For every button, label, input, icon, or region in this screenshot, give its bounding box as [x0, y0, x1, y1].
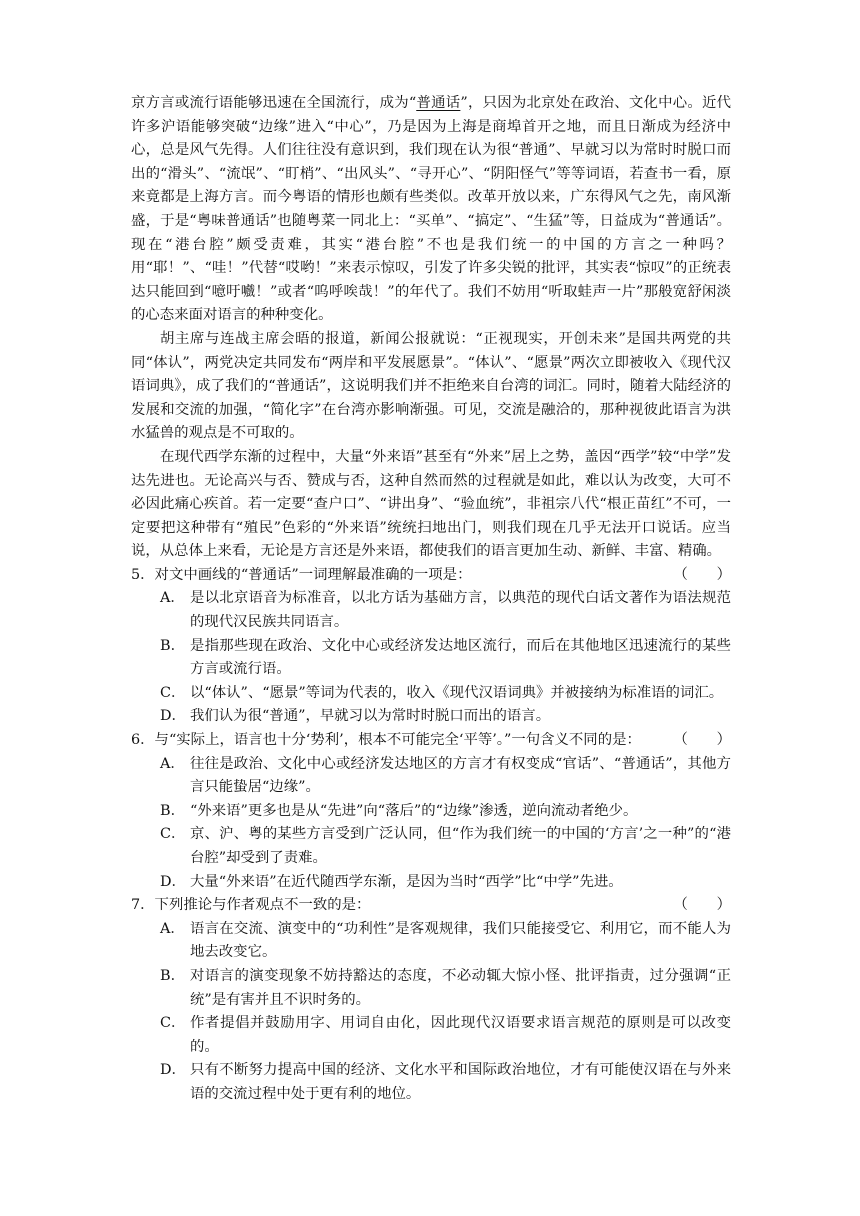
option-text: 语言在交流、演变中的“功利性”是客观规律，我们只能接受它、利用它，而不能人为地去改变它。 [190, 920, 731, 961]
option-b [160, 965, 731, 1012]
option-b [160, 800, 731, 824]
option-letter: C． [160, 826, 186, 843]
option-a [160, 753, 731, 800]
question-6 [131, 729, 731, 894]
option-text: 京、沪、粤的某些方言受到广泛认同，但“作为我们统一的中国的‘方言’之一种”的“港台腔”却受到了责难。 [190, 826, 731, 866]
option-letter: A． [160, 755, 185, 772]
option-d [160, 871, 731, 895]
option-text: 作者提倡并鼓励用字、用词自由化，因此现代汉语要求语言规范的原则是可以改变的。 [190, 1015, 731, 1055]
option-letter: D． [160, 873, 186, 890]
option-text: 我们认为很“普通”，早就习以为常时时脱口而出的语言。 [190, 708, 551, 725]
question-5 [131, 564, 731, 729]
question-stem-row [131, 564, 731, 588]
underlined-term: 普通话 [416, 95, 461, 111]
passage-paragraph-1 [131, 92, 731, 328]
option-text: 只有不断努力提高中国的经济、文化水平和国际政治地位，才有可能使汉语在与外来语的交流过程中处于更有利的地位。 [190, 1062, 731, 1102]
option-letter: B． [160, 967, 185, 984]
question-7 [131, 894, 731, 1106]
answer-blank: （ ） [673, 732, 731, 749]
option-text: 以“体认”、“愿景”等词为代表的，收入《现代汉语词典》并被接纳为标准语的词汇。 [190, 684, 724, 701]
option-text: 大量“外来语”在近代随西学东渐，是因为当时“西学”比“中学”先进。 [190, 873, 623, 890]
option-a [160, 918, 731, 965]
option-letter: B． [160, 802, 185, 819]
question-number: 5． [131, 566, 155, 583]
option-letter: C． [160, 1015, 186, 1032]
option-text: “外来语”更多也是从“先进”向“落后”的“边缘”渗透，逆向流动者绝少。 [190, 802, 638, 819]
option-a [160, 587, 731, 634]
option-c [160, 823, 731, 870]
option-c [160, 682, 731, 706]
option-letter: B． [160, 637, 185, 654]
passage-paragraph-3: 在现代西学东渐的过程中，大量“外来语”甚至有“外来”居上之势，盖因“西学”较“中学”发达先进也。无论高兴与否、赞成与否，这种自然而然的过程就是如此，难以认为改变，大可不必因此痛心疾首。若一定要“查户口”、“讲出身”、“验血统”，非祖宗八代“根正苗红”不可，一定要把这种带有“殖民”色彩的“外来语”统统扫地出门，则我们现在几乎无法开口说话。应当说，从总体上来看，无论是方言还是外来语，都使我们的语言更加生动、新鲜、丰富、精确。 [131, 448, 731, 560]
passage-text: 京方言或流行语能够迅速在全国流行，成为“ [131, 95, 417, 111]
option-text: 是以北京语音为标准音，以北方话为基础方言，以典范的现代白话文著作为语法规范的现代汉民族共同语言。 [190, 590, 731, 631]
option-letter: D． [160, 1062, 186, 1079]
question-number: 7． [131, 897, 155, 914]
option-d [160, 705, 731, 729]
question-stem-row [131, 729, 731, 753]
option-letter: D． [160, 708, 186, 725]
option-text: 对语言的演变现象不妨持豁达的态度，不必动辄大惊小怪、批评指责，过分强调“正统”是有害并且不识时务的。 [190, 967, 731, 1008]
question-stem: 与“实际上，语言也十分‘势利’，根本不可能完全‘平等’。”一句含义不同的是： [154, 732, 641, 749]
option-d [160, 1059, 731, 1106]
answer-blank: （ ） [673, 897, 731, 914]
option-letter: A． [160, 920, 185, 937]
option-letter: C． [160, 684, 186, 701]
option-c [160, 1012, 731, 1059]
question-stem: 对文中画线的“普通话”一词理解最准确的一项是： [154, 566, 472, 583]
reading-passage [131, 92, 731, 1107]
option-text: 往往是政治、文化中心或经济发达地区的方言才有权变成“官话”、“普通话”，其他方言只能蛰居“边缘”。 [190, 755, 731, 796]
option-b [160, 635, 731, 682]
question-stem: 下列推论与作者观点不一致的是： [154, 897, 371, 914]
question-stem-row [131, 894, 731, 918]
passage-paragraph-2: 胡主席与连战主席会晤的报道，新闻公报就说：“正视现实，开创未来”是国共两党的共同“体认”，两党决定共同发布“两岸和平发展愿景”。“体认”、“愿景”两次立即被收入《现代汉语词典》，成了我们的“普通话”，这说明我们并不拒绝来自台湾的词汇。同时，随着大陆经济的发展和交流的加强，“简化字”在台湾亦影响渐强。可见，交流是融洽的，那种视彼此语言为洪水猛兽的观点是不可取的。 [131, 330, 731, 442]
option-letter: A． [160, 590, 185, 607]
passage-text: ”，只因为北京处在政治、文化中心。近代许多沪语能够突破“边缘”进入“中心”，乃是因为上海是商埠首开之地，而且日渐成为经济中心，总是风气先得。人们往往没有意识到，我们现在认为很“普通”、早就习以为常时时脱口而出的“滑头”、“流氓”、“盯梢”、“出风头”、“寻开心”、“阴阳怪气”等等词语，若查书一看，原来竟都是上海方言。而今粤语的情形也颇有些类似。改革开放以来，广东得风气之先，南风渐盛，于是“粤味普通话”也随粤菜一同北上：“买单”、“搞定”、“生猛”等，日益成为“普通话”。现在“港台腔”颇受责难，其实“港台腔”不也是我们统一的中国的方言之一种吗？用“耶！”、“哇！”代替“哎哟！”来表示惊叹，引发了许多尖锐的批评，其实表“惊叹”的正统表达只能回到“噫吁嚱！”或者“呜呼唉哉！”的年代了。我们不妨用“听取蛙声一片”那般宽舒闲淡的心态来面对语言的种种变化。 [131, 95, 731, 324]
option-text: 是指那些现在政治、文化中心或经济发达地区流行，而后在其他地区迅速流行的某些方言或流行语。 [190, 637, 731, 678]
answer-blank: （ ） [673, 566, 731, 583]
question-number: 6． [131, 732, 155, 749]
